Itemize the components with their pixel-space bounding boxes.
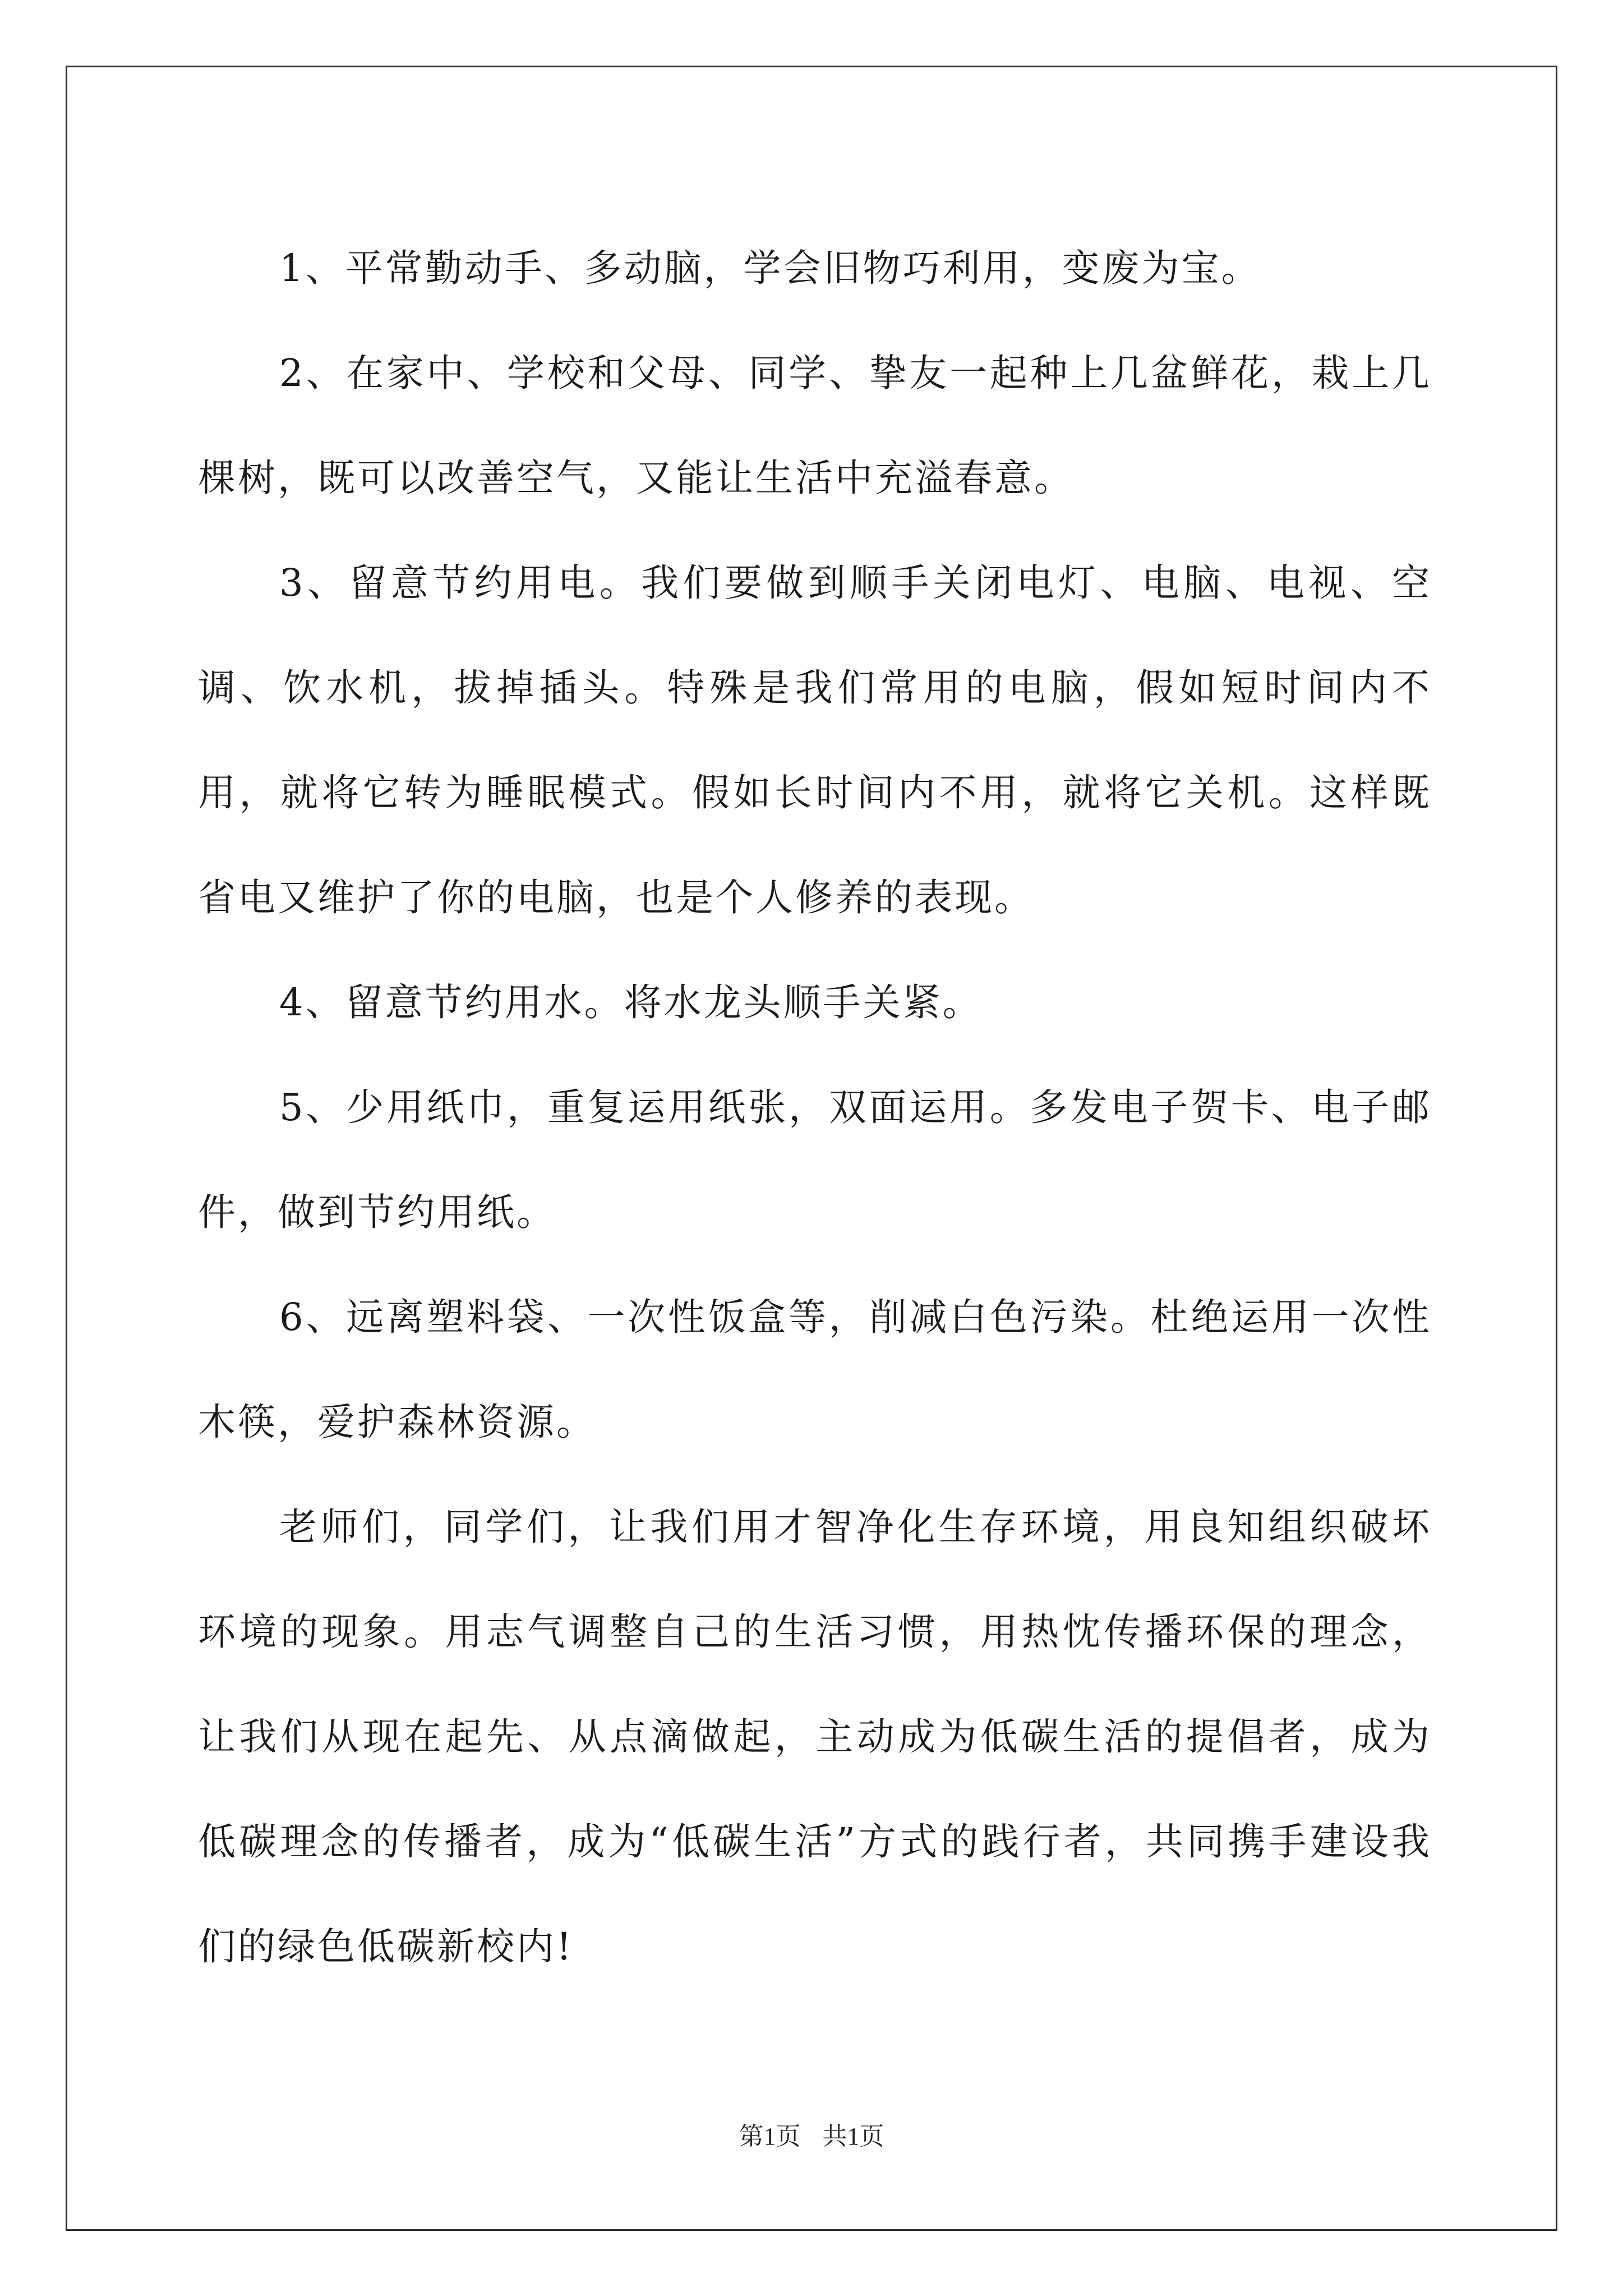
paragraph-tip-6: 6、远离塑料袋、一次性饭盒等，削减白色污染。杜绝运用一次性木筷，爱护森林资源。 xyxy=(198,1295,1432,1444)
paragraph-tip-4: 4、留意节约用水。将水龙头顺手关紧。 xyxy=(279,981,983,1024)
page-number-total: 共1页 xyxy=(822,2123,884,2150)
page-footer xyxy=(0,2116,1623,2152)
paragraph-tip-1: 1、平常勤动手、多动脑，学会旧物巧利用，变废为宝。 xyxy=(279,246,1261,290)
paragraph-closing: 老师们，同学们，让我们用才智净化生存环境，用良知组织破坏环境的现象。用志气调整自己的生活习惯，用热忱传播环保的理念，让我们从现在起先、从点滴做起，主动成为低碳生活的提倡者，成为低碳理念的传播者，成为“低碳生活”方式的践行者，共同携手建设我们的绿色低碳新校内! xyxy=(198,1505,1432,1968)
paragraph-tip-3: 3、留意节约用电。我们要做到顺手关闭电灯、电脑、电视、空调、饮水机，拔掉插头。特殊是我们常用的电脑，假如短时间内不用，就将它转为睡眠模式。假如长时间内不用，就将它关机。这样既省电又维护了你的电脑，也是个人修养的表现。 xyxy=(198,561,1432,919)
page-number-current: 第1页 xyxy=(739,2123,801,2150)
document-body xyxy=(198,216,1432,1999)
paragraph-tip-2: 2、在家中、学校和父母、同学、挚友一起种上几盆鲜花，栽上几棵树，既可以改善空气，又能让生活中充溢春意。 xyxy=(198,351,1432,500)
paragraph-tip-5: 5、少用纸巾，重复运用纸张，双面运用。多发电子贺卡、电子邮件，做到节约用纸。 xyxy=(198,1085,1432,1234)
